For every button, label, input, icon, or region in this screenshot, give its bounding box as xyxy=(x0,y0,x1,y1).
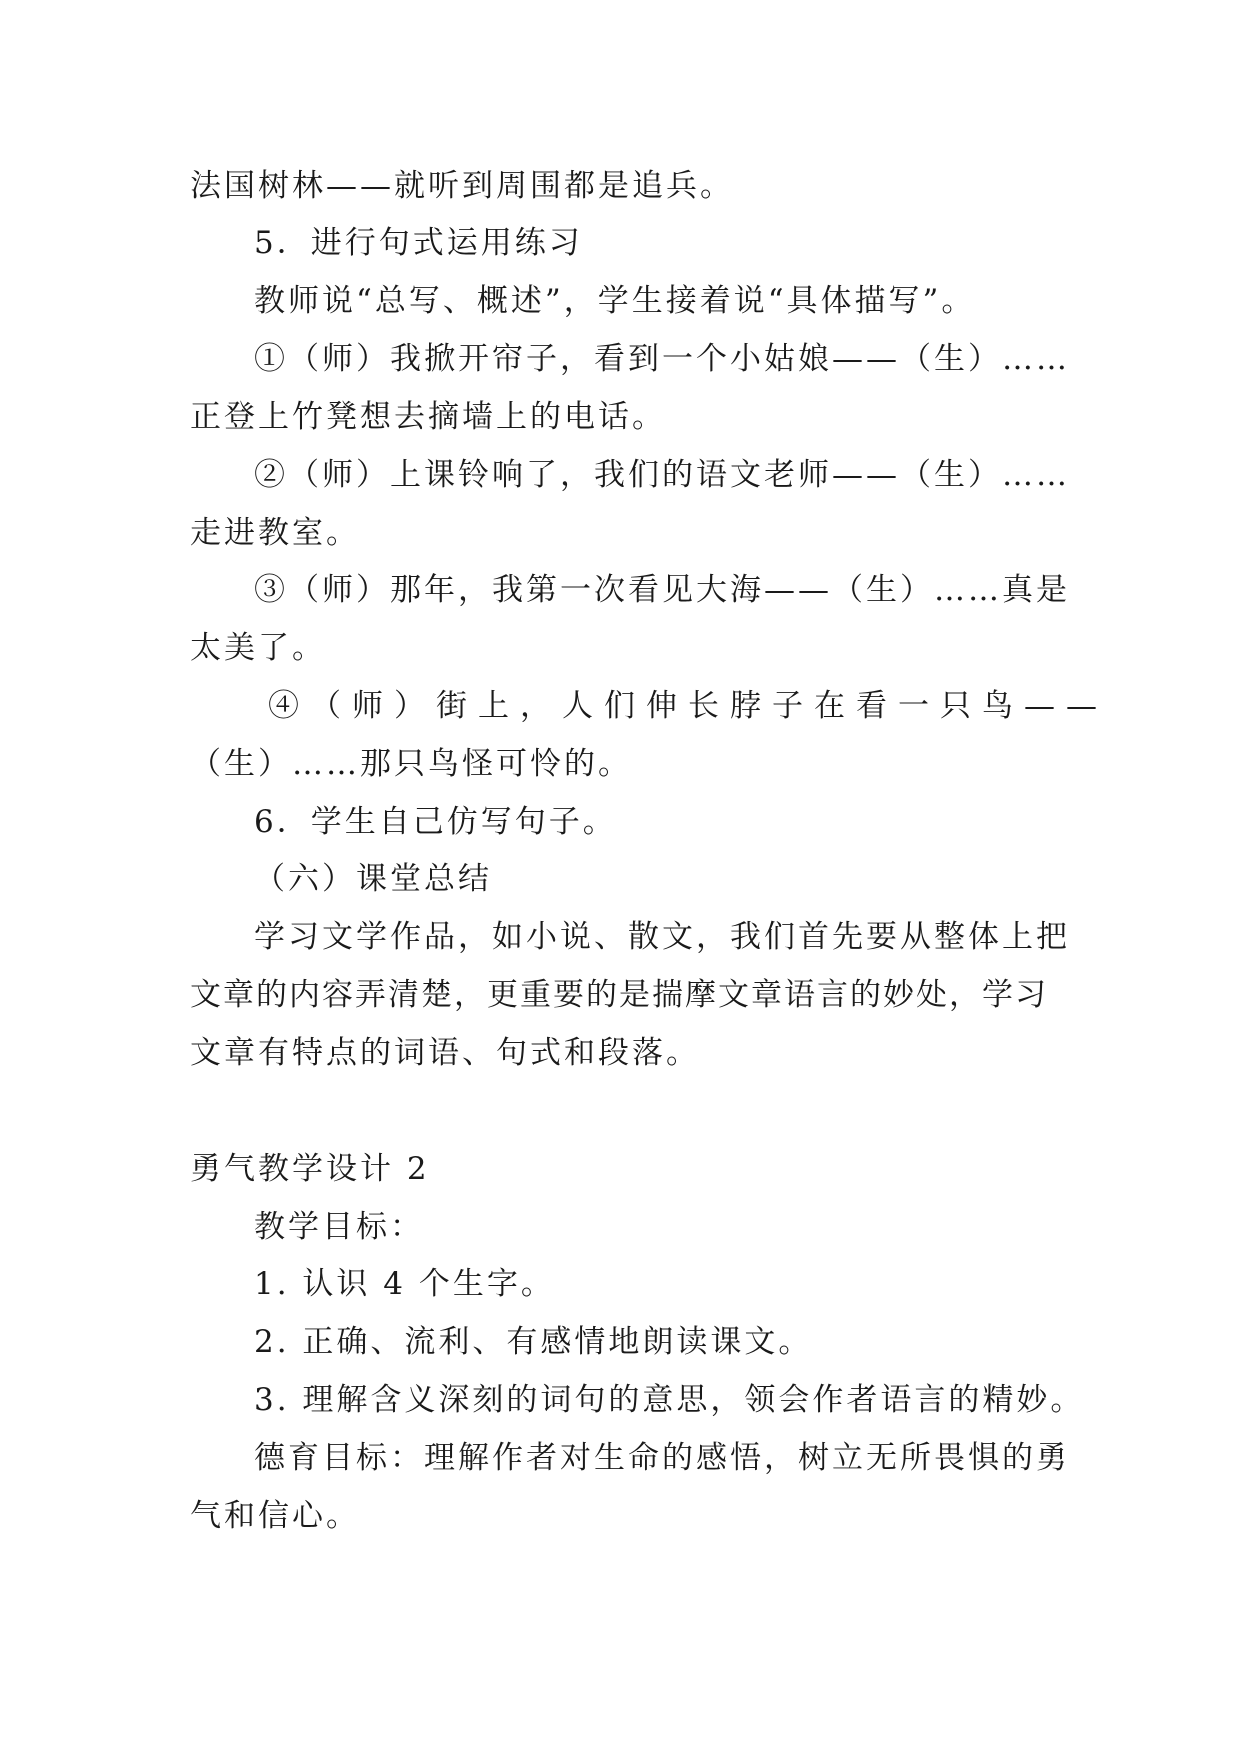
text-line: 3. 理解含义深刻的词句的意思，领会作者语言的精妙。 xyxy=(254,1382,1085,1418)
text-line: 太美了。 xyxy=(190,630,326,666)
text-line: 正登上竹凳想去摘墙上的电话。 xyxy=(190,399,666,435)
text-line: 气和信心。 xyxy=(190,1498,360,1534)
text-line: 学习文学作品，如小说、散文，我们首先要从整体上把 xyxy=(254,919,1070,955)
text-line: ③（师）那年，我第一次看见大海——（生）……真是 xyxy=(254,572,1070,608)
text-line: 5．进行句式运用练习 xyxy=(254,225,583,261)
text-line: ④（师）街上，人们伸长脖子在看一只鸟—— xyxy=(268,688,1108,724)
text-line: ②（师）上课铃响了，我们的语文老师——（生）…… xyxy=(254,457,1070,493)
text-line: 走进教室。 xyxy=(190,515,360,551)
text-line: 法国树林——就听到周围都是追兵。 xyxy=(190,168,734,204)
text-line: 德育目标：理解作者对生命的感悟，树立无所畏惧的勇 xyxy=(254,1440,1070,1476)
text-line: 文章有特点的词语、句式和段落。 xyxy=(190,1035,700,1071)
document-title: 勇气教学设计 2 xyxy=(190,1151,430,1187)
text-line: 教学目标： xyxy=(254,1209,424,1245)
text-line: 文章的内容弄清楚，更重要的是揣摩文章语言的妙处，学习 xyxy=(190,977,1048,1013)
text-line: 教师说“总写、概述”，学生接着说“具体描写”。 xyxy=(254,283,976,319)
text-line: （生）……那只鸟怪可怜的。 xyxy=(190,746,632,782)
text-line: 1. 认识 4 个生字。 xyxy=(254,1266,555,1302)
text-line: 6．学生自己仿写句子。 xyxy=(254,804,617,840)
text-line: 2. 正确、流利、有感情地朗读课文。 xyxy=(254,1324,813,1360)
section-heading: （六）课堂总结 xyxy=(254,861,492,897)
text-line: ①（师）我掀开帘子，看到一个小姑娘——（生）…… xyxy=(254,341,1070,377)
